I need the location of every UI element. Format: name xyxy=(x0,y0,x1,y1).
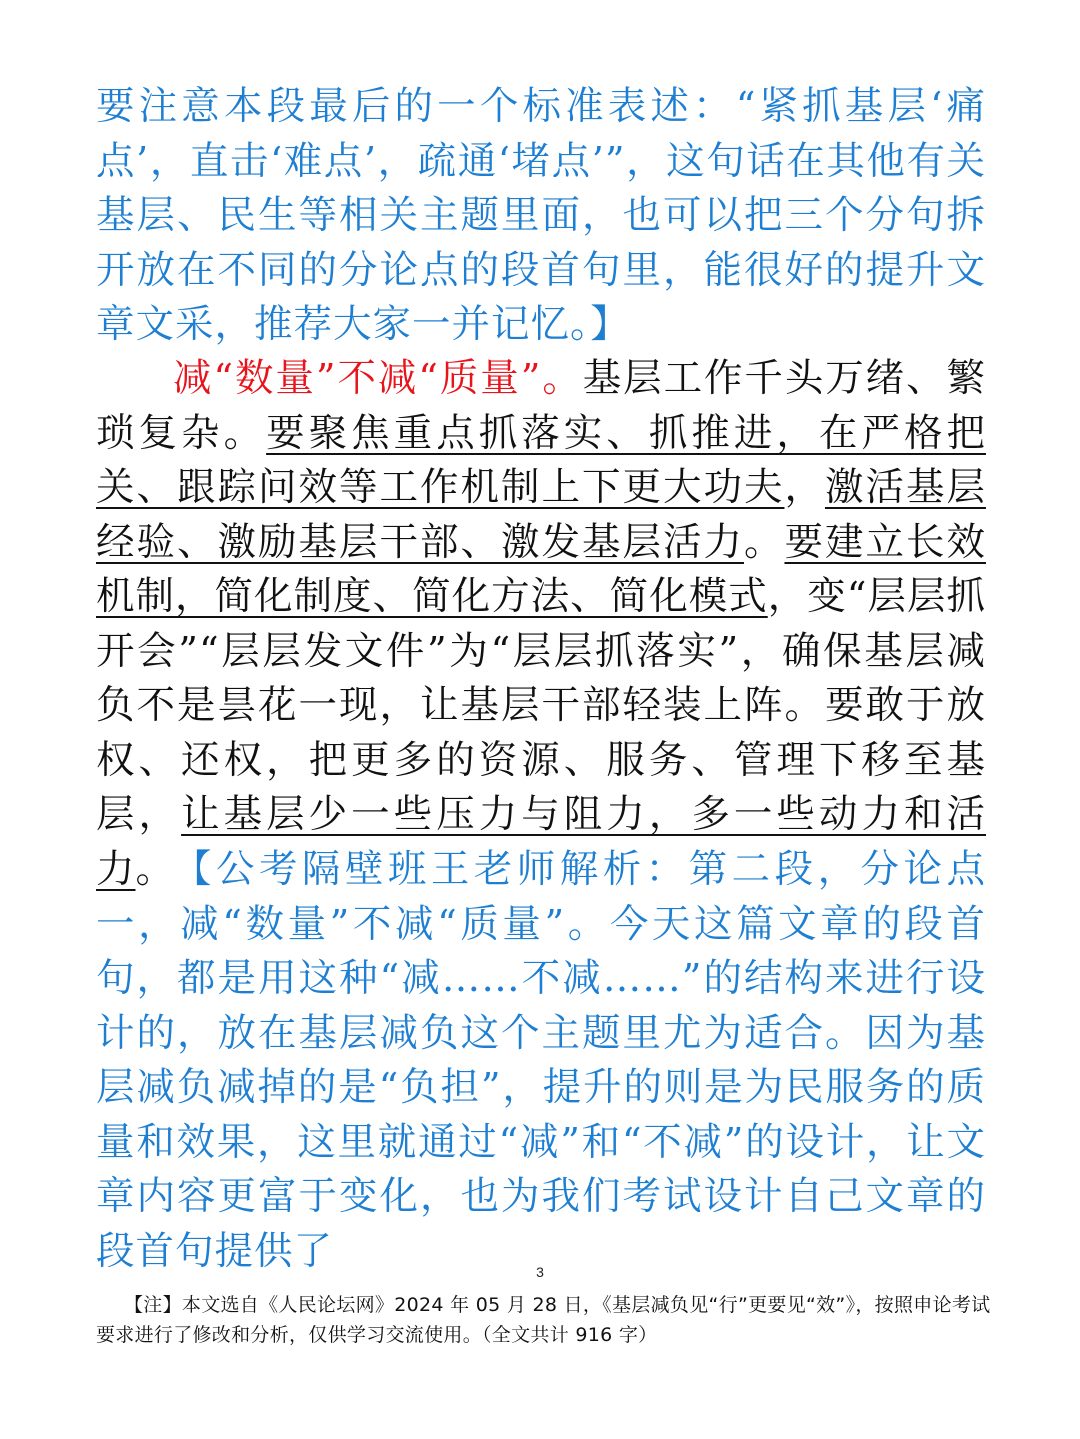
analysis-paragraph-continued xyxy=(96,80,986,353)
body-sentence: 基层工作千头万绪、繁琐复杂。 xyxy=(96,356,986,456)
body-punctuation: 。 xyxy=(743,519,785,565)
analysis-text: 【公考隔壁班王老师解析：第二段，分论点一，减“数量”不减“质量”。今天这篇文章的段首句，都是用这种“减……不减……”的结构来进行设计的，放在基层减负这个主题里尤为适合。因为基层减负减掉的是“负担”，提升的则是为民服务的质量和效果，这里就通过“减”和“不减”的设计，让文章内容更富于变化，也为我们考试设计自己文章的段首句提供了 xyxy=(96,847,986,1274)
analysis-paragraph xyxy=(96,843,986,1279)
body-punctuation: 。 xyxy=(135,846,176,892)
underlined-sentence: 激活基层经验、激励基层干部、激发基层活力 xyxy=(96,465,986,565)
underlined-sentence: 要建立长效机制，简化制度、简化方法、简化模式 xyxy=(96,519,986,619)
source-footnote: 【注】本文选自《人民论坛网》2024 年 05 月 28 日，《基层减负见“行”更要见“效”》，按照申论考试要求进行了修改和分析，仅供学习交流使用。（全文共计 916 字） xyxy=(96,1294,991,1346)
body-sentence: ，变“层层抓开会”“层层发文件”为“层层抓落实”，确保基层减负不是昙花一现，让基层干部轻装上阵。要敢于放权、还权，把更多的资源、服务、管理下移至基层， xyxy=(96,574,986,837)
underlined-sentence: 要聚焦重点抓落实、抓推进，在严格把关、跟踪问效等工作机制上下更大功夫 xyxy=(96,410,986,510)
point-heading: 减“数量”不减“质量”。 xyxy=(173,356,583,401)
body-punctuation: ， xyxy=(784,465,825,510)
analysis-text: 要注意本段最后的一个标准表述：“紧抓基层‘痛点’，直击‘难点’，疏通‘堵点’”，这句话在其他有关基层、民生等相关主题里面，也可以把三个分句拆开放在不同的分论点的段首句里，能很好的提升文章文采，推荐大家一并记忆。】 xyxy=(96,84,986,347)
essay-paragraph-point-one xyxy=(96,352,986,897)
page-number: 3 xyxy=(536,1264,544,1280)
underlined-sentence: 让基层少一些压力与阻力，多一些动力和活力 xyxy=(96,792,986,892)
